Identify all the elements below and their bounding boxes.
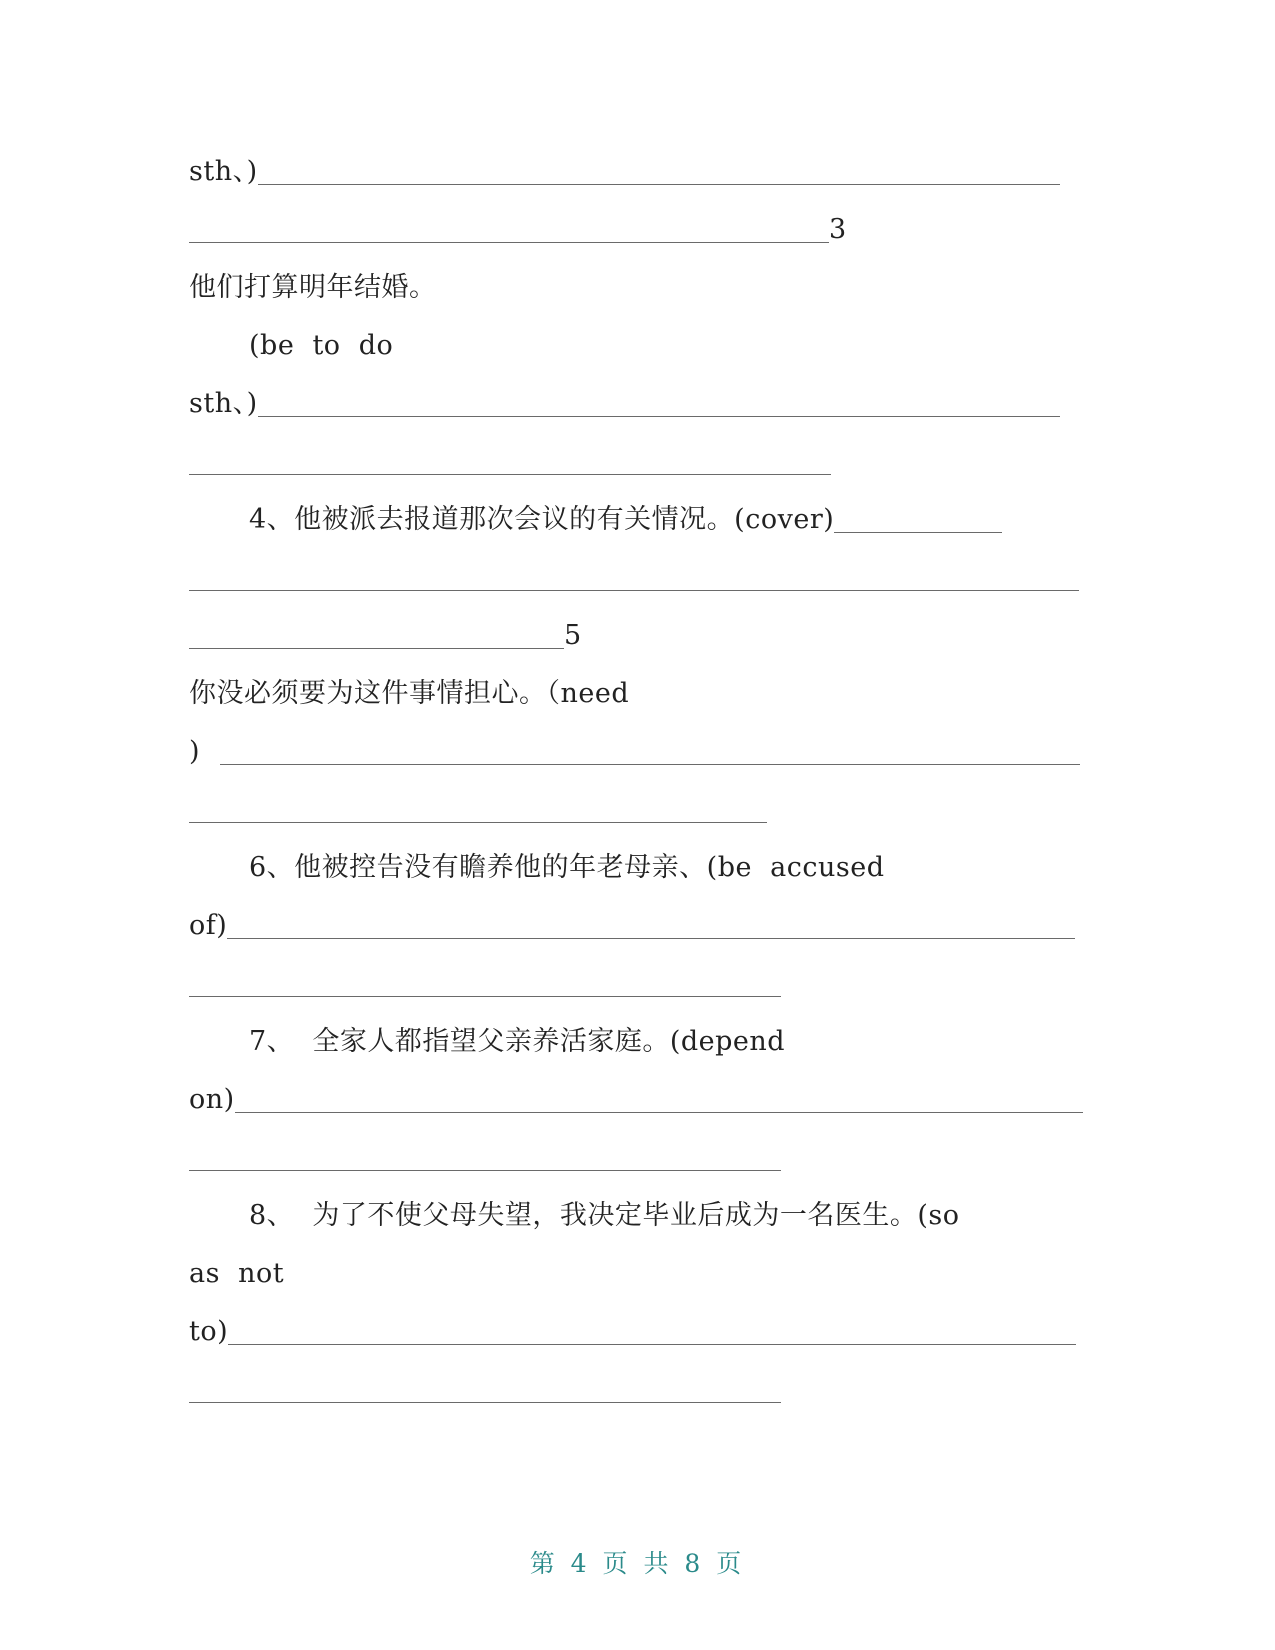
line-sth-blank xyxy=(189,384,1060,424)
question-3-hint xyxy=(249,326,393,366)
answer-blank[interactable] xyxy=(189,242,829,243)
answer-blank[interactable] xyxy=(189,996,781,997)
line-paren-blank xyxy=(189,732,1080,772)
line-text: 7、 全家人都指望父亲养活家庭。(depend xyxy=(249,1026,786,1057)
answer-blank[interactable] xyxy=(228,1344,1076,1345)
line-text: 8、 为了不使父母失望，我决定毕业后成为一名医生。(so xyxy=(249,1200,960,1231)
line-blank-5 xyxy=(189,616,582,656)
line-blank-3 xyxy=(189,210,847,250)
line-text: on) xyxy=(189,1084,235,1115)
line-text: sth、) xyxy=(189,388,258,419)
line-blank xyxy=(189,442,831,482)
answer-blank[interactable] xyxy=(258,184,1060,185)
line-text: 你没必须要为这件事情担心。（need xyxy=(189,678,630,709)
question-4-prompt xyxy=(249,500,1002,540)
line-blank xyxy=(189,558,1079,598)
question-8-prompt xyxy=(249,1196,960,1236)
line-to-blank xyxy=(189,1312,1076,1352)
question-5-prompt xyxy=(189,674,629,714)
line-of-blank xyxy=(189,906,1075,946)
line-text: as not xyxy=(189,1258,285,1289)
line-text: ) xyxy=(189,736,201,767)
question-6-prompt xyxy=(249,848,885,888)
answer-blank[interactable] xyxy=(258,416,1060,417)
line-text: (be to do xyxy=(249,330,394,361)
answer-blank[interactable] xyxy=(189,1402,781,1403)
line-text: 4、他被派去报道那次会议的有关情况。(cover) xyxy=(249,504,835,535)
page-footer: 第 4 页 共 8 页 xyxy=(529,1549,746,1578)
answer-blank[interactable] xyxy=(220,764,1080,765)
answer-blank[interactable] xyxy=(189,648,564,649)
line-sth-blank xyxy=(189,152,1060,192)
line-text: of) xyxy=(189,910,228,941)
answer-blank[interactable] xyxy=(189,822,767,823)
line-blank xyxy=(189,790,767,830)
line-blank xyxy=(189,1138,781,1178)
answer-blank[interactable] xyxy=(189,474,831,475)
answer-blank[interactable] xyxy=(834,532,1002,533)
question-8-hint xyxy=(189,1254,284,1294)
question-7-prompt xyxy=(249,1022,785,1062)
line-blank xyxy=(189,964,781,1004)
answer-blank[interactable] xyxy=(189,590,1079,591)
line-text: 6、他被控告没有瞻养他的年老母亲、(be accused xyxy=(249,852,885,883)
line-on-blank xyxy=(189,1080,1083,1120)
question-number: 3 xyxy=(829,214,847,245)
question-3-prompt xyxy=(189,268,437,308)
line-blank xyxy=(189,1370,781,1410)
answer-blank[interactable] xyxy=(227,938,1075,939)
line-text: 他们打算明年结婚。 xyxy=(189,272,437,303)
line-text: sth、) xyxy=(189,156,258,187)
line-text: to) xyxy=(189,1316,229,1347)
answer-blank[interactable] xyxy=(235,1112,1083,1113)
answer-blank[interactable] xyxy=(189,1170,781,1171)
question-number: 5 xyxy=(564,620,582,651)
